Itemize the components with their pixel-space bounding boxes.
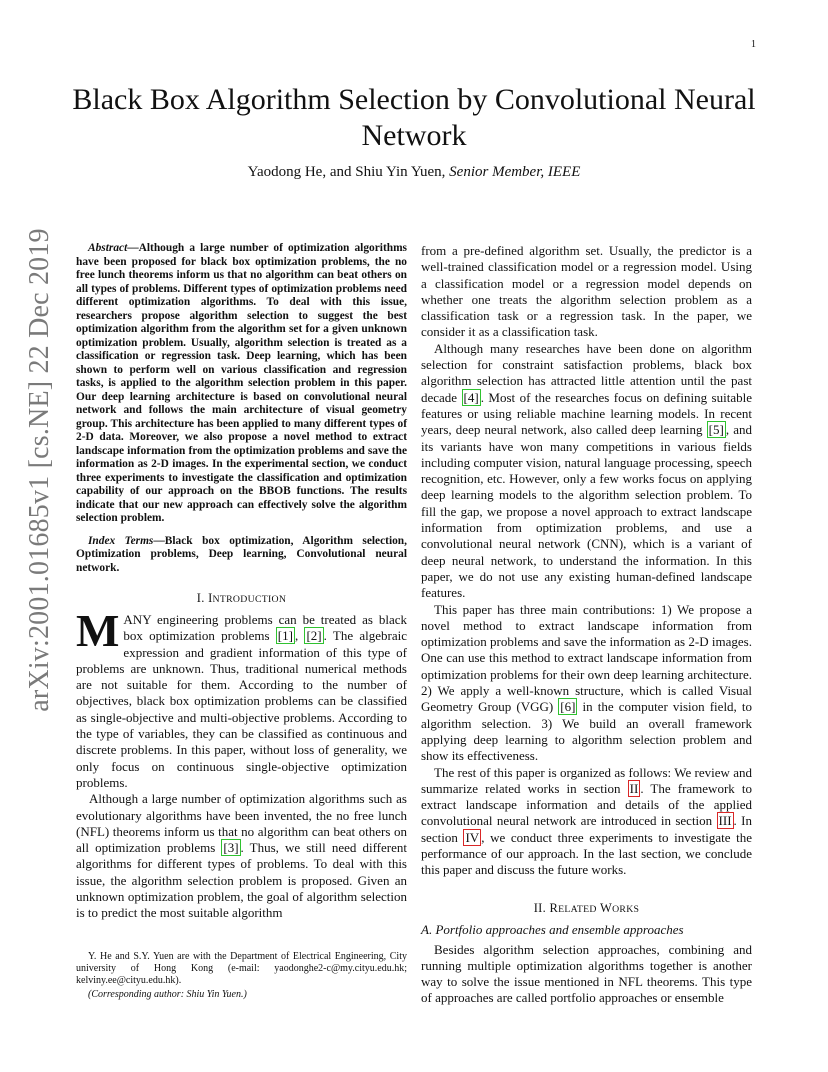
intro-paragraph-3: from a pre-defined algorithm set. Usually, the predictor is a well-trained classification model or a regression model. Using a classification model or a regression model depends on whether one treats the algorithm selection problem as a classification task or a regression task. In the paper, we consider it as a classification task. [421, 243, 752, 340]
intro-p2-text-b: . Thus, we still need different algorithms for different types of problems. To deal with this issue, the algorithm selection problem is proposed. Given an unknown optimization problem, the goal of algorithm selection is to predict the most suitable algorithm [76, 840, 407, 921]
intro-paragraph-1 [76, 605, 408, 791]
right-column [421, 243, 752, 1007]
footnote-affiliation: Y. He and S.Y. Yuen are with the Department of Electrical Engineering, City university of Hong Kong (e-mail: yaodonghe2-c@my.cityu.edu.hk; kelviny.ee@cityu.edu.hk). [76, 951, 407, 986]
intro-p4-text-b: . Most of the researches focus on defining suitable features or using reliable machine learning models. In recent years, deep neural network, also called deep learning [421, 389, 752, 438]
index-terms-label: Index Terms [88, 534, 154, 547]
intro-paragraph-2 [76, 791, 407, 921]
intro-p6-text-d: , we conduct three experiments to investigate the performance of our approach. In the last section, we conclude this paper and discuss the future works. [421, 829, 753, 878]
author-role: Senior Member, IEEE [449, 164, 581, 180]
authors-line [60, 164, 768, 181]
intro-p1-text-b: , [294, 628, 305, 644]
intro-paragraph-5 [421, 602, 752, 765]
left-column [76, 242, 407, 922]
intro-p1-text-c: . The algebraic expression and gradient information of this type of problems are unknown. Thus, traditional numerical methods are not suitable for them. According to the number of objectives, black box optimization problems can be classified as single-objective and multi-objective problems. According to the type of variables, they can be classified as continuous and discrete problems. In this paper, without loss of generality, we only focus on continuous single-objective optimization problems. [76, 628, 408, 790]
intro-p6-text-a: The rest of this paper is organized as follows: We review and summarize related works in section [421, 764, 752, 796]
index-terms-text: —Black box optimization, Algorithm selection, Optimization problems, Deep learning, Convolutional neural network. [76, 534, 407, 574]
drop-cap: M [76, 605, 120, 656]
abstract-label: Abstract [88, 242, 128, 254]
intro-paragraph-4 [421, 341, 752, 602]
citation-link-3[interactable]: [3] [223, 840, 239, 856]
citation-link-4[interactable]: [4] [463, 389, 479, 405]
citation-link-6[interactable]: [6] [560, 699, 576, 715]
section-ref-link-iii[interactable]: III [718, 813, 732, 829]
intro-p1-text-a: ANY engineering problems can be treated as black box optimization problems [123, 612, 407, 644]
section-ref-link-ii[interactable]: II [629, 780, 639, 796]
citation-link-5[interactable]: [5] [708, 422, 724, 438]
arxiv-identifier-stamp[interactable]: arXiv:2001.01685v1 [cs.NE] 22 Dec 2019 [24, 228, 55, 712]
intro-p5-text-a: This paper has three main contributions: 1) We propose a novel method to extract landscape information from optimization problems and save the information as 2-D images. One can use this method to extract landscape information from optimization problems for their own deep learning architecture. 2) We apply a well-known structure, which is called Visual Geometry Group (VGG) [421, 601, 752, 715]
section-heading-introduction: I. INTRODUCTION [196, 591, 287, 605]
page-number: 1 [751, 39, 756, 50]
paper-title: Black Box Algorithm Selection by Convolutional Neural Network [72, 83, 756, 152]
abstract [76, 242, 407, 526]
related-works-paragraph-1: Besides algorithm selection approaches, combining and running multiple optimization algorithms together is another way to solve the issue mentioned in NFL theorems. This type of approaches are called portfolio approaches or ensemble [421, 941, 752, 1006]
citation-link-2[interactable]: [2] [306, 628, 322, 644]
author-names: Yaodong He, and Shiu Yin Yuen, [247, 164, 446, 180]
index-terms [76, 535, 407, 576]
citation-link-1[interactable]: [1] [277, 628, 293, 644]
footnote-corresponding-author: (Corresponding author: Shiu Yin Yuen.) [88, 989, 247, 1000]
intro-p5-text-b: in the computer vision field, to algorithm selection. 3) We build an overall framework applying deep learning to algorithm selection problem and show its effectiveness. [421, 699, 752, 764]
intro-p4-text-a: Although many researches have been done on algorithm selection for constraint satisfaction problems, black box algorithm selection has attracted little attention until the past decade [421, 340, 752, 405]
intro-p4-text-c: , and its variants have won many competitions in various fields including computer vision, natural language processing, speech recognition, etc. However, only a few works focus on applying deep learning models to the algorithm selection problem. To fill the gap, we propose a novel approach to extract landscape information from optimization problems, and use a convolutional neural network (CNN), which is a variant of deep neural network, to understand the information. In this paper, we do not use any existing human-defined landscape features. [421, 422, 752, 601]
abstract-text: —Although a large number of optimization algorithms have been proposed for black box optimization problems, the no free lunch theorems inform us that no algorithm can beat others on all types of problems. Different types of optimization problems need different optimization algorithms. To deal with this issue, researchers propose algorithm selection to suggest the best optimization algorithm from the algorithm set for a given unknown optimization problem. Usually, algorithm selection is treated as a classification or regression task. Deep learning, which has been shown to perform well on various classification and regression tasks, is applied to the algorithm selection problem in this paper. Our deep learning architecture is based on convolutional neural network and follows the main architecture of visual geometry group. This architecture has been applied to many different types of 2-D data. Moreover, we also propose a novel method to extract landscape information from the optimization problems and save the information as 2-D images. In the experimental section, we conduct three experiments to investigate the classification and optimization capability of our approach on the BBOB functions. The results indicate that our new approach can effectively solve the algorithm selection problem. [76, 242, 407, 524]
intro-p2-text-a: Although a large number of optimization algorithms such as evolutionary algorithms have been invented, the no free lunch (NFL) theorems inform us that no algorithm can beat others on all optimization problems [76, 791, 407, 856]
section-heading-related-works: II. RELATED WORKS [533, 900, 640, 915]
intro-paragraph-6 [421, 765, 752, 879]
section-ref-link-iv[interactable]: IV [465, 829, 480, 845]
subsection-heading-portfolio: A. Portfolio approaches and ensemble approaches [421, 921, 684, 937]
intro-p6-text-c: . In section [421, 813, 752, 845]
footnote [76, 951, 407, 1001]
intro-p6-text-b: . The framework to extract landscape information and details of the applied convolutional neural network are introduced in section [421, 780, 752, 829]
